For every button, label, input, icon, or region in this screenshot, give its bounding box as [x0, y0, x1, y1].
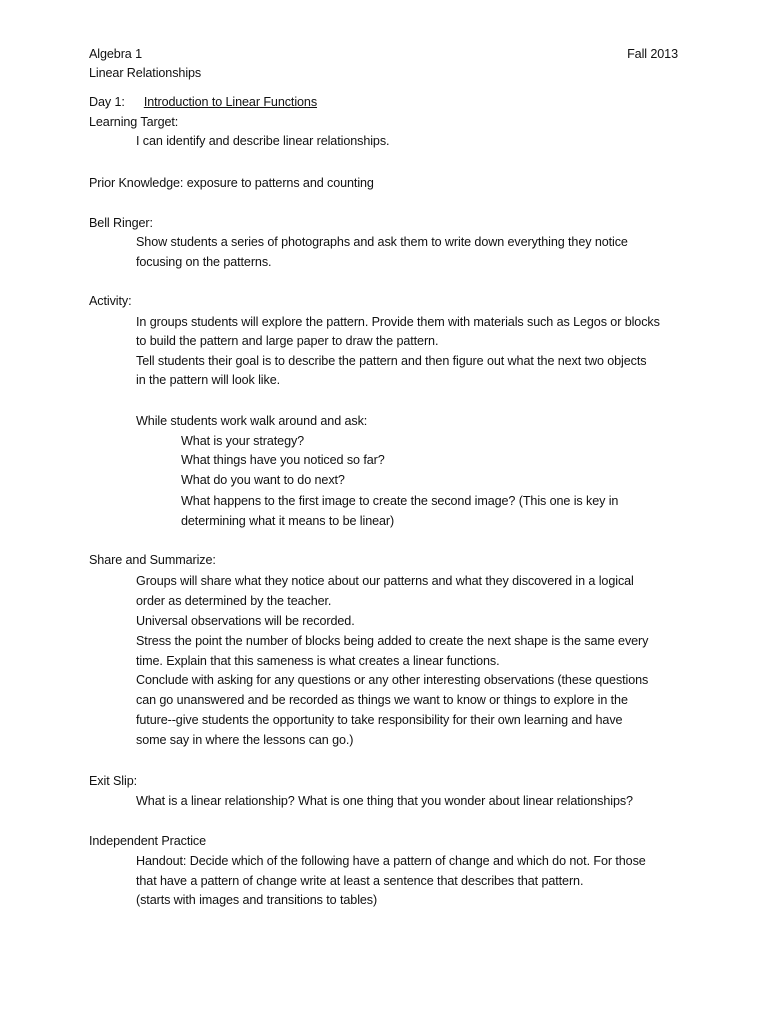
- question-item: What things have you noticed so far?: [181, 453, 385, 467]
- exit-slip-text: What is a linear relationship? What is one thing that you wonder about linear relationships?: [136, 794, 633, 808]
- share-line: Conclude with asking for any questions or any other interesting observations (these questions: [136, 673, 649, 687]
- bell-ringer-line: Show students a series of photographs and ask them to write down everything they notice: [136, 235, 628, 249]
- share-line: Stress the point the number of blocks being added to create the next shape is the same every: [136, 634, 649, 648]
- independent-practice-heading: Independent Practice: [89, 834, 207, 848]
- unit-title: Linear Relationships: [89, 66, 202, 80]
- bell-ringer-line: focusing on the patterns.: [136, 255, 272, 269]
- share-line: order as determined by the teacher.: [136, 594, 332, 608]
- practice-line: (starts with images and transitions to tables): [136, 893, 378, 907]
- share-line: some say in where the lessons can go.): [136, 733, 354, 747]
- practice-line: Handout: Decide which of the following have a pattern of change and which do not. For those: [136, 854, 646, 868]
- share-line: Universal observations will be recorded.: [136, 614, 355, 628]
- share-heading: Share and Summarize:: [89, 553, 216, 567]
- activity-line: Tell students their goal is to describe the pattern and then figure out what the next two objects: [136, 354, 647, 368]
- learning-target-heading: Learning Target:: [89, 115, 179, 129]
- question-item: What happens to the first image to create the second image? (This one is key in: [181, 494, 619, 508]
- day-label: Day 1:: [89, 95, 125, 109]
- activity-line: In groups students will explore the pattern. Provide them with materials such as Legos or blocks: [136, 315, 660, 329]
- bell-ringer-heading: Bell Ringer:: [89, 216, 153, 230]
- walk-around-intro: While students work walk around and ask:: [136, 414, 368, 428]
- learning-target-text: I can identify and describe linear relationships.: [136, 134, 390, 148]
- term-label: Fall 2013: [627, 47, 678, 61]
- practice-line: that have a pattern of change write at least a sentence that describes that pattern.: [136, 874, 584, 888]
- day-title: Introduction to Linear Functions: [143, 95, 318, 109]
- exit-slip-heading: Exit Slip:: [89, 774, 137, 788]
- day-heading: [89, 93, 317, 113]
- activity-line: to build the pattern and large paper to draw the pattern.: [136, 334, 439, 348]
- prior-knowledge: Prior Knowledge: exposure to patterns and counting: [89, 176, 374, 190]
- course-title: Algebra 1: [89, 47, 143, 61]
- question-item: What do you want to do next?: [181, 473, 345, 487]
- share-line: can go unanswered and be recorded as things we want to know or things to explore in the: [136, 693, 628, 707]
- activity-line: in the pattern will look like.: [136, 373, 280, 387]
- activity-heading: Activity:: [89, 294, 132, 308]
- question-item: determining what it means to be linear): [181, 514, 395, 528]
- share-line: future--give students the opportunity to take responsibility for their own learning and have: [136, 713, 623, 727]
- share-line: time. Explain that this sameness is what creates a linear functions.: [136, 654, 500, 668]
- question-item: What is your strategy?: [181, 434, 305, 448]
- share-line: Groups will share what they notice about our patterns and what they discovered in a logical: [136, 574, 634, 588]
